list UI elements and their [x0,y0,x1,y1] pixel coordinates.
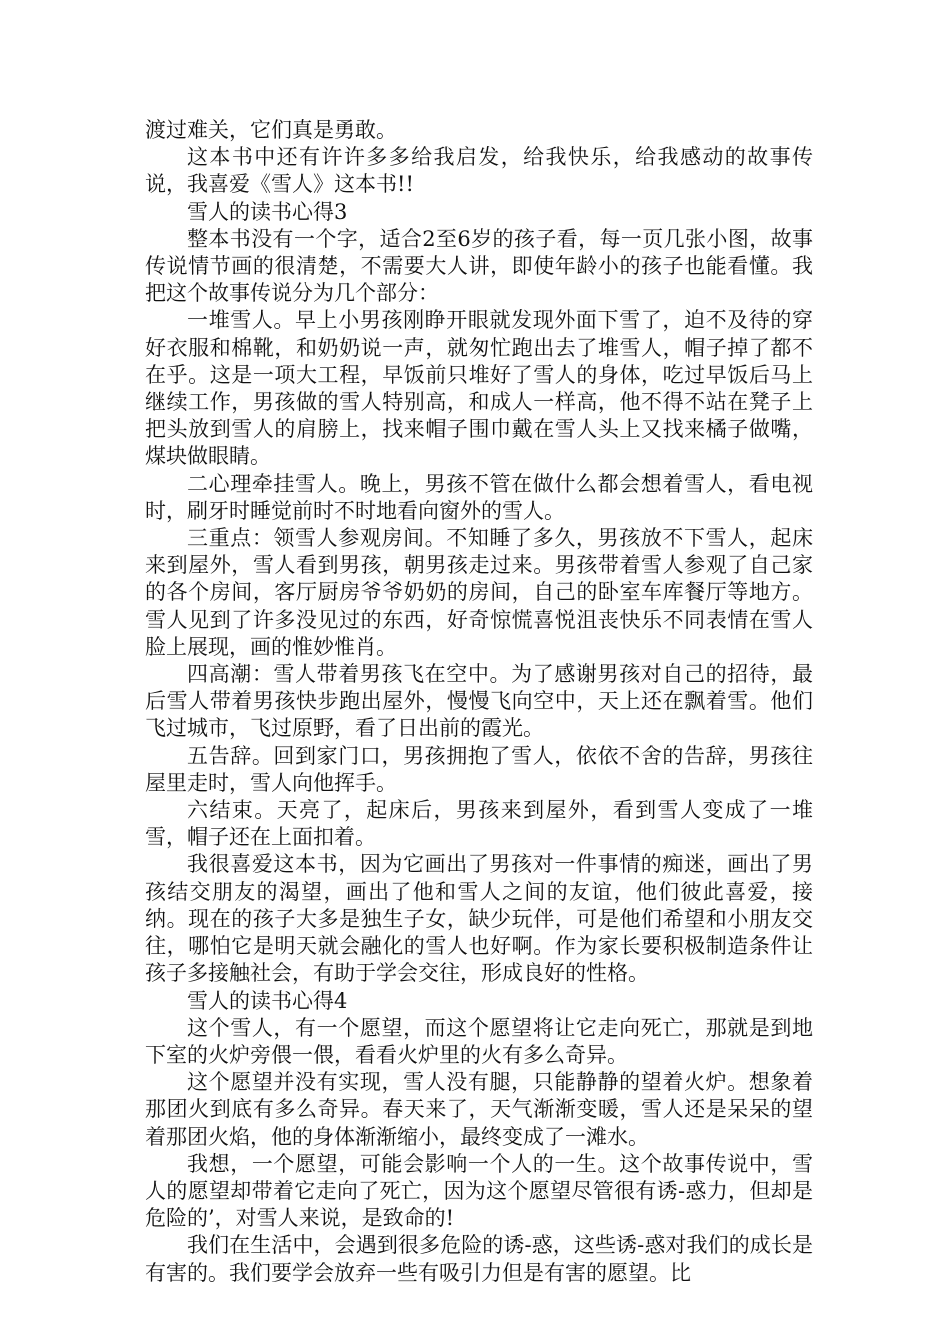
paragraph-continuation: 渡过难关，它们真是勇敢。 [145,118,397,142]
paragraph: 这本书中还有许许多多给我启发，给我快乐，给我感动的故事传说，我喜爱《雪人》这本书!! [145,145,813,197]
paragraph: 一堆雪人。早上小男孩刚睁开眼就发现外面下雪了，迫不及待的穿好衣服和棉靴，和奶奶说一声，就匆忙跑出去了堆雪人，帽子掉了都不在乎。这是一项大工程，早饭前只堆好了雪人的身体，吃过早饭后马上继续工作，男孩做的雪人特别高，和成人一样高，他不得不站在凳子上把头放到雪人的肩膀上，找来帽子围巾戴在雪人头上又找来橘子做嘴，煤块做眼睛。 [145,308,813,469]
paragraph: 三重点：领雪人参观房间。不知睡了多久，男孩放不下雪人，起床来到屋外，雪人看到男孩，朝男孩走过来。男孩带着雪人参观了自己家的各个房间，客厅厨房爷爷奶奶的房间，自己的卧室车库餐厅等地方。雪人见到了许多没见过的东西，好奇惊慌喜悦沮丧快乐不同表情在雪人脸上展现，画的惟妙惟肖。 [145,526,813,659]
paragraph: 五告辞。回到家门口，男孩拥抱了雪人，依依不舍的告辞，男孩往屋里走时，雪人向他挥手。 [145,743,813,795]
section-heading: 雪人的读书心得3 [187,199,348,224]
paragraph: 六结束。天亮了，起床后，男孩来到屋外，看到雪人变成了一堆雪，帽子还在上面扣着。 [145,798,813,850]
paragraph: 我很喜爱这本书，因为它画出了男孩对一件事情的痴迷，画出了男孩结交朋友的渴望，画出了他和雪人之间的友谊，他们彼此喜爱，接纳。现在的孩子大多是独生子女，缺少玩伴，可是他们希望和小朋友交往，哪怕它是明天就会融化的雪人也好啊。作为家长要积极制造条件让孩子多接触社会，有助于学会交往，形成良好的性格。 [145,852,813,986]
paragraph: 我想，一个愿望，可能会影响一个人的一生。这个故事传说中，雪人的愿望却带着它走向了死亡，因为这个愿望尽管很有诱-惑力，但却是危险的’，对雪人来说，是致命的! [145,1151,813,1231]
paragraph: 二心理牵挂雪人。晚上，男孩不管在做什么都会想着雪人，看电视时，刷牙时睡觉前时不时地看向窗外的雪人。 [145,471,813,523]
section-heading: 雪人的读书心得4 [187,988,348,1013]
paragraph: 整本书没有一个字，适合2至6岁的孩子看，每一页几张小图，故事传说情节画的很清楚，不需要大人讲，即使年龄小的孩子也能看懂。我把这个故事传说分为几个部分： [145,226,813,306]
paragraph: 四高潮：雪人带着男孩飞在空中。为了感谢男孩对自己的招待，最后雪人带着男孩快步跑出屋外，慢慢飞向空中，天上还在飘着雪。他们飞过城市，飞过原野，看了日出前的霞光。 [145,662,813,741]
document-body [145,117,813,1287]
paragraph: 这个雪人，有一个愿望，而这个愿望将让它走向死亡，那就是到地下室的火炉旁偎一偎，看看火炉里的火有多么奇异。 [145,1015,813,1067]
paragraph: 我们在生活中，会遇到很多危险的诱-惑，这些诱-惑对我们的成长是有害的。我们要学会放弃一些有吸引力但是有害的愿望。比 [145,1233,813,1285]
paragraph: 这个愿望并没有实现，雪人没有腿，只能静静的望着火炉。想象着那团火到底有多么奇异。春天来了，天气渐渐变暖，雪人还是呆呆的望着那团火焰，他的身体渐渐缩小，最终变成了一滩水。 [145,1070,813,1149]
